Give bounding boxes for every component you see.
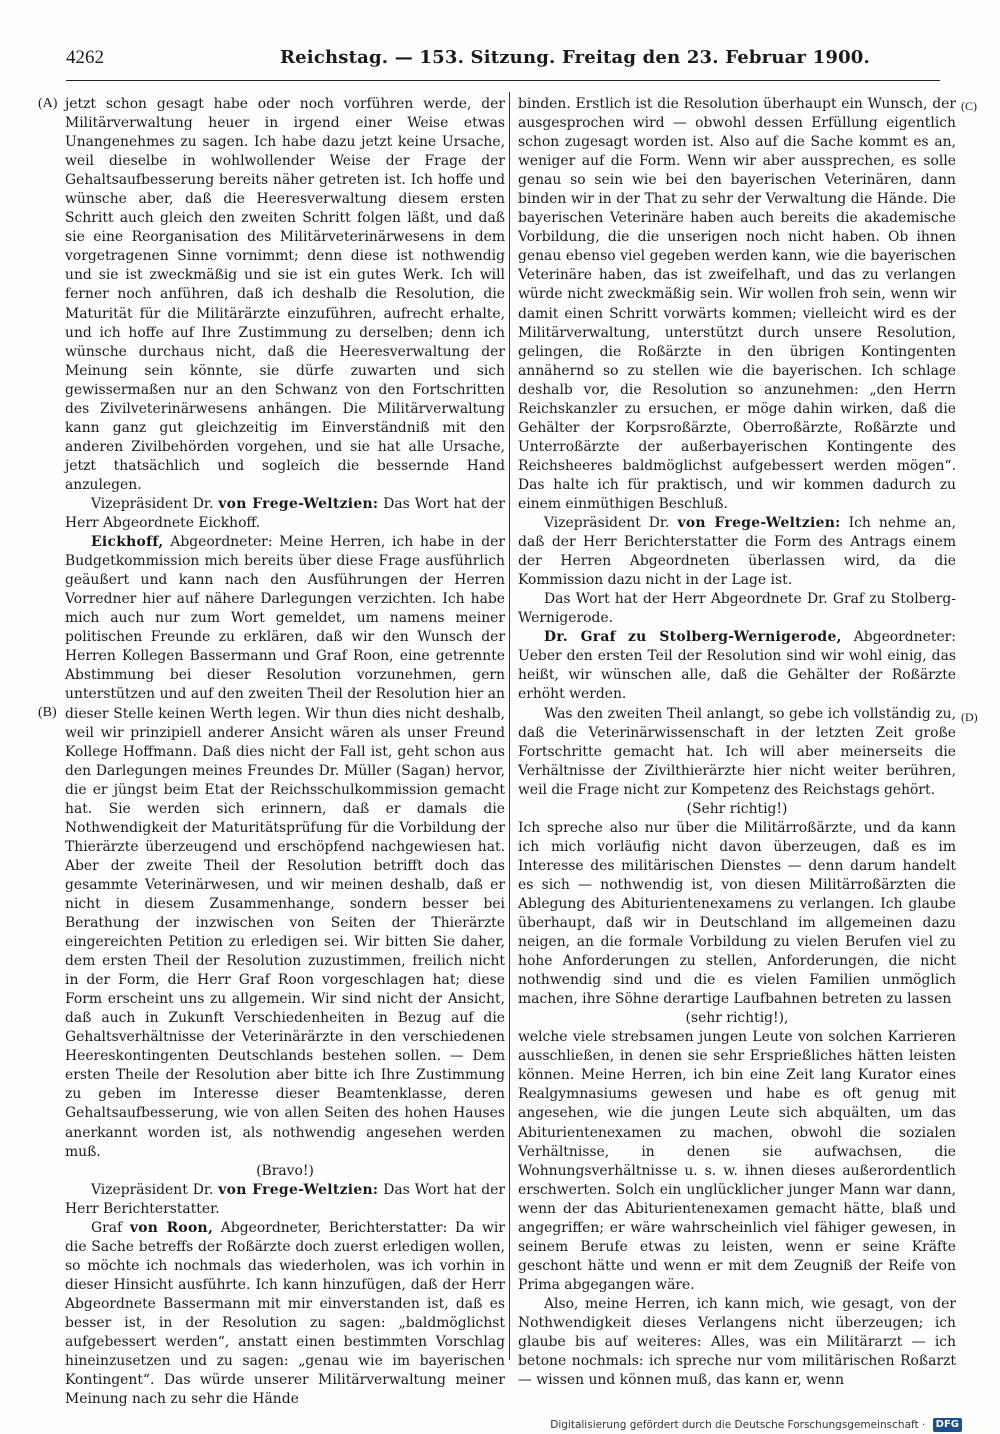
speaker-title: Vizepräsident Dr. (91, 1181, 214, 1198)
speaker-name: von Frege-Weltzien: (218, 1181, 379, 1198)
speech-text: Abgeordneter: Meine Herren, ich habe in der Budgetkommission mich bereits über diese Frage ausführlich geäußert und kann nach den Ausführungen der Herren Vorredner hier auf nähere Darlegungen verzichten. Ich habe mich auch nur zum Wort gemeldet, um namens meiner politischen Freunde zu erklären, daß wir den Wunsch der Herren Kollegen Bassermann und Graf Roon, eine getrennte Abstimmung bei dieser Resolution vorzunehmen, gern unterstützen und auf den zweiten Theil der Resolution hier an dieser Stelle keinen Werth legen. Wir thun dies nicht deshalb, weil wir prinzipiell anderer Ansicht wären als unser Freund Kollege Hoffmann. Daß dies nicht der Fall ist, geht schon aus den Darlegungen meines Freundes Dr. Müller (Sagan) hervor, die er jüngst beim Etat der Reichsschulkommission gemacht hat. Sie werden sich erinnern, daß er damals die Nothwendigkeit der Maturitätsprüfung für die Vorbildung der Thierärzte überzeugend und erschöpfend nachgewiesen hat. Aber der zweite Theil der Resolution betrifft doch das gesammte Veterinärwesen, und wir meinen deshalb, daß er nicht in diesem Zusammenhange, sondern besser bei Berathung der inzwischen von Seiten der Thierärzte eingereichten Petition zu erledigen sei. Wir bitten Sie daher, dem ersten Theil der Resolution zuzustimmen, freilich nicht in der Form, die Herr Graf Roon vorgeschlagen hat; diese Form erscheint uns zu allgemein. Wir sind nicht der Ansicht, daß auch in Zukunft Verschiedenheiten in Bezug auf die Gehaltsverhältnisse der Veterinärärzte in den verschiedenen Heereskontingenten Deutschlands bestehen sollen. — Dem ersten Theile der Resolution aber bitte ich Ihre Zustimmung zu geben im Interesse dieser Beamtenklasse, deren Gehaltsaufbesserung, wie von allen Seiten des hohen Hauses anerkannt worden ist, als nothwendig angesehen werden muß. (65, 534, 505, 1160)
paragraph: Das Wort hat der Herr Abgeordnete Dr. Graf zu Stolberg-Wernigerode. (518, 591, 956, 627)
speaker-title: Dr. Graf (544, 629, 616, 646)
speaker-paragraph (65, 1181, 505, 1219)
margin-marker-a: (A) (38, 96, 58, 111)
credit-text: Digitalisierung gefördert durch die Deutsche Forschungsgemeinschaft · (550, 1419, 926, 1431)
speaker-name: zu Stolberg-Wernigerode, (627, 629, 842, 646)
speaker-title: Graf (91, 1219, 123, 1236)
digitization-credit (550, 1416, 962, 1434)
header-rule (66, 80, 940, 81)
paragraph: binden. Erstlich ist die Resolution überhaupt ein Wunsch, der ausgesprochen wird — obwohl dessen Erfüllung eigentlich schon zugesagt worden ist. Also auf die Sache kommt es an, weniger auf die Form. Wenn wir aber aussprechen, es solle genau so sein wie bei den bayerischen Veterinären, dann binden wir in der That zu sehr der Verwaltung die Hände. Die bayerischen Veterinäre haben auch bereits die akademische Vorbildung, die die unserigen noch nicht haben. Ob ihnen genau ebenso viel gegeben werden kann, wie die bayerischen Veterinäre haben, das ist zweifelhaft, und das zu verlangen würde nicht zweckmäßig sein. Wir wollen froh sein, wenn wir damit einen Schritt vorwärts kommen; vielleicht wird es der Militärverwaltung, unterstützt durch unsere Resolution, gelingen, die Roßärzte in den übrigen Kontingenten annähernd so zu stellen wie die bayerischen. Ich schlage deshalb vor, die Resolution so anzunehmen: „den Herrn Reichskanzler zu ersuchen, er möge dahin wirken, daß die Gehälter der Korpsroßärzte, Oberroßärzte, Roßärzte und Unterroßärzte der außerbayerischen Kontingente des Reichsheeres baldmöglichst aufgebessert werden mögen“. Das halte ich für praktisch, und wir kommen dadurch zu einem einmüthigen Beschluß. (518, 96, 956, 512)
speech-text: Abgeordneter, Berichterstatter: Da wir die Sache betreffs der Roßärzte doch zuerst erledigen wollen, so möchte ich nochmals das wiederholen, was ich vorhin in dieser Hinsicht ausführte. Ich kann hinzufügen, daß der Herr Abgeordnete Bassermann mit mir einverstanden ist, daß es besser ist, in der Resolution zu sagen: „baldmöglichst aufgebessert werden“, anstatt einen bestimmten Vorschlag hineinzusetzen und zu sagen: „genau wie im bayerischen Kontingent“. Das würde unserer Militärverwaltung meiner Meinung nach zu sehr die Hände (65, 1219, 506, 1408)
right-column (518, 95, 956, 1389)
page-number: 4262 (66, 47, 104, 68)
speech-text: Ich nehme an, daß der Herr Berichterstatter die Form des Antrags einem der Herren Abgeordneten überlassen wird, da die Kommission dazu nicht in der Lage ist. (518, 515, 956, 589)
speaker-name: von Frege-Weltzien: (677, 515, 841, 532)
paragraph: Was den zweiten Theil anlangt, so gebe ich vollständig zu, daß die Veterinärwissenschaft in der letzten Zeit große Fortschritte gemacht hat. Ich will aber meinerseits die Verhältnisse der Zivilthierärzte hier nicht weiter berühren, weil die Frage nicht zur Kompetenz des Reichstags gehört. (518, 705, 956, 798)
margin-marker-d: (D) (961, 710, 978, 724)
speaker-name: Eickhoff, (91, 534, 164, 551)
speaker-paragraph (65, 495, 505, 533)
speech-text: Abgeordneter: Ueber den ersten Teil der Resolution sind wir wohl einig, das heißt, wir wünschen alle, daß die Gehälter der Roßärzte erhöht werden. (518, 629, 956, 703)
speech-text: Das Wort hat der Herr Abgeordnete Eickhoff. (65, 495, 506, 532)
speech-text: Das Wort hat der Herr Berichterstatter. (65, 1181, 506, 1217)
interjection: (sehr richtig!), (685, 1010, 789, 1027)
speaker-paragraph (65, 1219, 505, 1409)
speaker-paragraph (518, 514, 956, 590)
left-column (65, 95, 506, 1408)
margin-marker-c: (C) (961, 99, 977, 113)
interjection: (Sehr richtig!) (686, 800, 788, 817)
speaker-paragraph (518, 628, 956, 704)
dfg-logo: DFG (933, 1418, 962, 1432)
margin-marker-b: (B) (38, 705, 57, 720)
speaker-title: Vizepräsident Dr. (91, 495, 214, 512)
speaker-title: Vizepräsident Dr. (544, 515, 670, 532)
speaker-name: von Frege-Weltzien: (218, 495, 379, 512)
running-title: Reichstag. — 153. Sitzung. Freitag den 23. Februar 1900. (280, 47, 870, 68)
column-divider (509, 92, 510, 1360)
speaker-paragraph (65, 533, 505, 1162)
paragraph: Also, meine Herren, ich kann mich, wie gesagt, von der Nothwendigkeit dieses Verlangens nicht überzeugen; ich glaube bis auf weiteres: Alles, was ein Militärarzt — ich betone nochmals: ich spreche nur vom militärischen Roßarzt — wissen und können muß, das kann er, wenn (518, 1295, 956, 1389)
paragraph: Ich spreche also nur über die Militärroßärzte, und da kann ich mich vorläufig nicht davon überzeugen, daß es im Interesse des militärischen Dienstes — denn darum handelt es sich — nothwendig ist, von diesen Militärroßärzten die Ablegung des Abiturientenexamens zu verlangen. Ich glaube überhaupt, daß wir in Deutschland im allgemeinen dazu neigen, an die formale Vorbildung zu vielen Berufen viel zu hohe Anforderungen zu stellen, Anforderungen, die nicht nothwendig sind und die es vielen Familien unmöglich machen, ihre Söhne derartige Laufbahnen betreten zu lassen (518, 819, 956, 1008)
speaker-name: von Roon, (129, 1219, 214, 1236)
paragraph: jetzt schon gesagt habe oder noch vorführen werde, der Militärverwaltung heuer in irgend einer Weise etwas Unangenehmes zu sagen. Ich habe dazu jetzt keine Ursache, weil dieselbe in wohlwollender Weise der Frage der Gehaltsaufbesserung bereits näher getreten ist. Ich hoffe und wünsche aber, daß die Heeresverwaltung diesem ersten Schritt auch gleich den zweiten Schritt folgen läßt, und daß sie eine Reorganisation des Militärveterinärwesens in dem vorgetragenen Sinne vornimmt; denn diese ist nothwendig und sie ist zweckmäßig und sie ist ein gutes Werk. Ich will ferner noch anführen, daß ich deshalb die Resolution, die Maturität für die Militärärzte einzuführen, aufrecht erhalte, und ich hoffe auf Ihre Zustimmung zu derselben; denn ich wünsche durchaus nicht, daß die Heeresverwaltung der Meinung sein könnte, sie dürfe zuwarten und sich gewissermaßen nur an den Schwanz von den Fortschritten des Zivilveterinärwesens anhängen. Die Militärverwaltung kann ganz gut gleichzeitig im Einverständniß mit den anderen Zivilbehörden vorgehen, und sie hat alle Ursache, jetzt thatsächlich und sogleich die bessernde Hand anzulegen. (65, 96, 505, 493)
interjection: (Bravo!) (256, 1162, 314, 1179)
paragraph: welche viele strebsamen jungen Leute von solchen Karrieren ausschließen, in denen sie sehr Ersprießliches hätten leisten können. Meine Herren, ich bin eine Zeit lang Kurator eines Realgymnasiums gewesen und habe es oft genug mit angesehen, wie die jungen Leute sich abquälten, um das Abiturientenexamen zu machen, obwohl die sozialen Verhältnisse, in denen sie aufwachsen, die Wohnungsverhältnisse u. s. w. ihnen dieses außerordentlich erschwerten. Solch ein unglücklicher junger Mann war dann, wenn der das Abiturientenexamen gemacht hätte, blaß und angegriffen; er wäre wahrscheinlich viel fähiger gewesen, in seinem Berufe etwas zu leisten, wenn er seine Kräfte geschont hätte und wenn er mit dem Zeugniß der Reife von Prima abgegangen wäre. (518, 1029, 956, 1293)
page-header (66, 44, 940, 72)
